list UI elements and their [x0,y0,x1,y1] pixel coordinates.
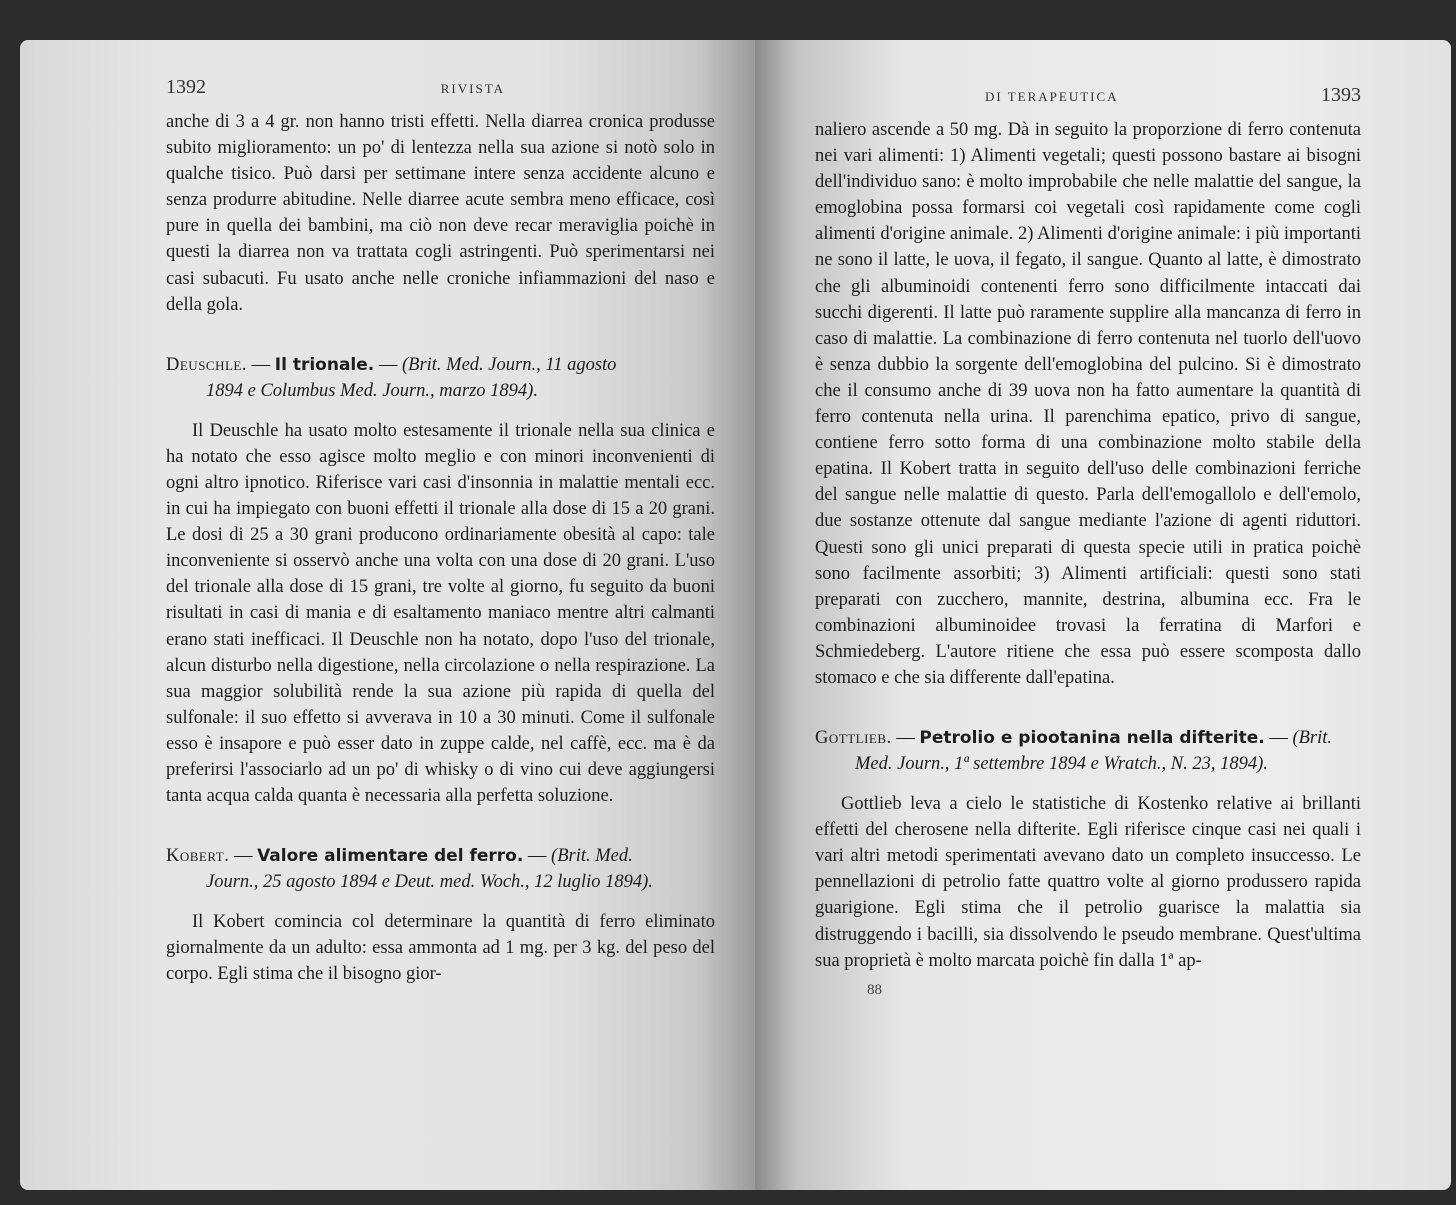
entry-source: (Brit. Med. [551,846,633,867]
left-running-head [166,76,715,99]
right-continuation-text: naliero ascende a 50 mg. Dà in seguito la proporzione di ferro contenuta nei vari alimenti: 1) Alimenti vegetali; questi possono bastare ai bisogni dell'individuo sano: è molto improbabile che nelle malattie del sangue, la emoglobina possa formarsi coi vegetali così rapidamente come cogli alimenti d'origine animale. 2) Alimenti d'origine animale: i più importanti ne sono il latte, le uova, il fegato, il sangue. Quanto al latte, è dimostrato che gli albuminoidi contenenti ferro sono difficilmente intaccati dai succhi digerenti. Il latte può raramente supplire alla mancanza di ferro in caso di malattie. La combinazione di ferro contenuta nel tuorlo dell'uovo è senza dubbio la sorgente dell'emoglobina del pulcino. Si è dimostrato che il consumo anche di 39 uova non ha fatto aumentare la quantità di ferro contenuta nella urina. Il parenchima epatico, privo di sangue, contiene ferro sotto forma di una combinazione molto stabile della epatina. Il Kobert tratta in seguito dell'uso delle combinazioni ferriche del sangue nelle malattie di questo. Parla dell'emogallolo e dell'emolo, due sostanze ottenute dal sangue mediante l'azione di agenti riduttori. Questi sono gli unici preparati di questa specie utili in pratica poichè sono facilmente assorbiti; 3) Alimenti artificiali: questi sono stati preparati con zucchero, mannite, destrina, albumina ecc. Fra le combinazioni albuminoidee trovasi la ferratina di Marfori e Schmiedeberg. L'autore ritiene che essa può essere scomposta dallo stomaco e che sia differente dall'epatina. [815,120,1361,688]
left-continuation-text: anche di 3 a 4 gr. non hanno tristi effetti. Nella diarrea cronica produsse subito miglioramento: un po' di lentezza nella sua azione si notò solo in qualche tisico. Può darsi per settimane intere senza accidente alcuno e senza produrre abitudine. Nelle diarree acute sembra meno efficace, così pure in quella dei bambini, ma ciò non deve recar meraviglia poichè in questi la diarrea non va trattata cogli astringenti. Può sperimentarsi nei casi subacuti. Fu usato anche nelle croniche infiammazioni del naso e della gola. [166,112,715,315]
entry-source-continued: Journ., 25 agosto 1894 e Deut. med. Woch., 12 luglio 1894). [206,872,653,893]
signature-mark: 88 [867,981,882,998]
entry-body-kobert: Il Kobert comincia col determinare la quantità di ferro eliminato giornalmente da un adulto: essa ammonta ad 1 mg. per 3 kg. del peso del corpo. Egli stima che il bisogno gior- [166,912,715,985]
right-running-head [815,84,1361,107]
entry-author: Gottlieb. [815,728,892,749]
entry-heading-deuschle: Deuschle. — Il trionale. — (Brit. Med. Journ., 11 agosto 1894 e Columbus Med. Journ., marzo 1894). [166,352,715,404]
entry-body-deuschle: Il Deuschle ha usato molto estesamente il trionale nella sua clinica e ha notato che esso agisce molto meglio e con minori inconvenienti di ogni altro ipnotico. Riferisce vari casi d'insonnia in malattie mentali ecc. in cui ha impiegato con buoni effetti il trionale alla dose di 15 a 20 grani. Le dosi di 25 a 30 grani producono ordinariamente obesità al capo: tale inconveniente si osservò anche una volta con una dose di 20 grani. L'uso del trionale alla dose di 15 grani, tre volte al giorno, fu seguito da buoni risultati in casi di mania e di esaltamento maniaco mentre altri calmanti erano stati inefficaci. Il Deuschle non ha notato, dopo l'uso del trionale, alcun disturbo nella digestione, nella circolazione o nella respirazione. La sua maggior solubilità rende la sua azione più rapida di quella del sulfonale: il suo effetto si avverava in 10 a 30 minuti. Come il sulfonale esso è insapore e può esser dato in zuppe calde, nel caffè, ecc. ma è da preferirsi l'associarlo ad un po' di whisky o di vino cui deve aggiungersi tanta acqua calda quanta è necessaria alla perfetta soluzione. [166,420,715,807]
entry-author: Deuschle. [166,354,247,375]
left-running-title: RIVISTA [440,81,505,96]
left-page-number: 1392 [166,76,206,98]
right-page [755,40,1451,1190]
entry-source-continued: Med. Journ., 1ª settembre 1894 e Wratch., N. 23, 1894). [855,754,1268,775]
entry-source: (Brit. [1292,728,1333,749]
entry-body-gottlieb: Gottlieb leva a cielo le statistiche di Kostenko relative ai brillanti effetti del cherosene nella difterite. Egli riferisce cinque casi nei quali i vari altri metodi sperimentati avevano dato un completo insuccesso. Le pennellazioni di petrolio fatte quattro volte al giorno produssero rapida guarigione. Egli stima che il petrolio guarisce la malattia sia distruggendo i bacilli, sia dissolvendo le pseudo membrane. Quest'ultima sua proprietà è molto marcata poichè fin dalla 1ª ap- [815,794,1361,971]
right-page-number: 1393 [1321,84,1361,106]
left-page [20,40,755,1190]
entry-title: Il trionale. [274,354,375,375]
entry-heading-kobert: Kobert. — Valore alimentare del ferro. — (Brit. Med. Journ., 25 agosto 1894 e Deut. med. Woch., 12 luglio 1894). [166,843,715,895]
entry-source-continued: 1894 e Columbus Med. Journ., marzo 1894). [206,380,538,401]
right-running-title: DI TERAPEUTICA [985,89,1119,104]
entry-source: (Brit. Med. Journ., 11 agosto [401,354,617,375]
entry-title: Valore alimentare del ferro. [257,846,524,867]
entry-author: Kobert. [166,846,230,867]
entry-heading-gottlieb: Gottlieb. — Petrolio e piootanina nella difterite. — (Brit. Med. Journ., 1ª settembre 1894 e Wratch., N. 23, 1894). [815,725,1361,777]
entry-title: Petrolio e piootanina nella difterite. [919,728,1265,749]
